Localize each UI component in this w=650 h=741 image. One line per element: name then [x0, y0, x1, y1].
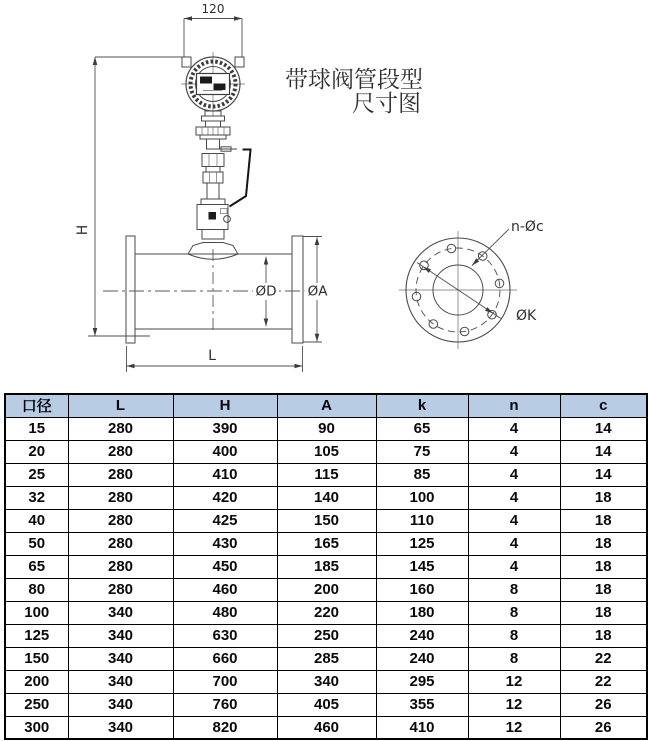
spec-table-body — [5, 417, 647, 739]
table-cell: 300 — [5, 716, 68, 739]
table-cell: 355 — [376, 693, 468, 716]
table-cell: 14 — [560, 463, 647, 486]
table-row — [5, 624, 647, 647]
table-row — [5, 509, 647, 532]
table-cell: 18 — [560, 624, 647, 647]
dim-120 — [184, 2, 242, 57]
spec-table-header-row — [5, 394, 647, 417]
table-cell: 8 — [468, 601, 560, 624]
table-cell: 450 — [173, 555, 277, 578]
table-cell: 4 — [468, 509, 560, 532]
table-cell: 410 — [173, 463, 277, 486]
table-cell: 820 — [173, 716, 277, 739]
table-cell: 26 — [560, 716, 647, 739]
table-cell: 280 — [68, 417, 173, 440]
table-cell: 110 — [376, 509, 468, 532]
table-cell: 4 — [468, 463, 560, 486]
bolt-holes-callout: n-Øc — [511, 219, 544, 235]
drawing-title — [285, 67, 423, 117]
table-row — [5, 601, 647, 624]
table-cell: 480 — [173, 601, 277, 624]
pipe-assembly — [103, 236, 322, 343]
table-cell: 280 — [68, 578, 173, 601]
hex-coupling-upper — [202, 154, 224, 167]
valve-handle — [230, 150, 252, 207]
table-cell: 105 — [277, 440, 376, 463]
table-cell: 140 — [277, 486, 376, 509]
dim-inner-dia-label: ØD — [255, 283, 277, 300]
table-cell: 26 — [560, 693, 647, 716]
sensor-neck-stack — [196, 111, 237, 199]
table-cell: 80 — [5, 578, 68, 601]
col-header-c: c — [560, 394, 647, 417]
transmitter-head — [181, 52, 245, 116]
table-row — [5, 555, 647, 578]
col-header-A: A — [277, 394, 376, 417]
col-header-L: L — [68, 394, 173, 417]
table-cell: 4 — [468, 440, 560, 463]
col-header-diameter: 口径 — [5, 394, 68, 417]
table-cell: 40 — [5, 509, 68, 532]
table-cell: 50 — [5, 532, 68, 555]
table-cell: 20 — [5, 440, 68, 463]
handle-pivot — [224, 216, 231, 223]
table-cell: 340 — [68, 716, 173, 739]
drawing-title-line1: 带球阀管段型 — [285, 67, 423, 93]
table-cell: 425 — [173, 509, 277, 532]
table-cell: 125 — [5, 624, 68, 647]
table-cell: 165 — [277, 532, 376, 555]
col-header-n: n — [468, 394, 560, 417]
table-cell: 85 — [376, 463, 468, 486]
table-cell: 12 — [468, 716, 560, 739]
table-cell: 90 — [277, 417, 376, 440]
dim-L — [127, 346, 303, 372]
table-cell: 185 — [277, 555, 376, 578]
dim-H-label: H — [75, 224, 91, 236]
right-flange — [292, 236, 303, 343]
table-cell: 32 — [5, 486, 68, 509]
table-row — [5, 578, 647, 601]
table-cell: 460 — [277, 716, 376, 739]
table-cell: 18 — [560, 532, 647, 555]
table-cell: 25 — [5, 463, 68, 486]
bolt-circle-dia-callout: ØK — [516, 308, 537, 324]
table-cell: 200 — [5, 670, 68, 693]
table-cell: 660 — [173, 647, 277, 670]
spec-table — [4, 393, 648, 740]
table-cell: 65 — [376, 417, 468, 440]
mount-lug-left — [182, 57, 191, 67]
table-cell: 18 — [560, 601, 647, 624]
table-cell: 100 — [5, 601, 68, 624]
table-cell: 630 — [173, 624, 277, 647]
left-flange — [126, 236, 135, 343]
table-cell: 180 — [376, 601, 468, 624]
table-cell: 280 — [68, 509, 173, 532]
table-row — [5, 647, 647, 670]
table-cell: 240 — [376, 624, 468, 647]
col-header-k: k — [376, 394, 468, 417]
table-cell: 420 — [173, 486, 277, 509]
table-cell: 240 — [376, 647, 468, 670]
table-cell: 4 — [468, 417, 560, 440]
table-cell: 430 — [173, 532, 277, 555]
table-cell: 460 — [173, 578, 277, 601]
spec-table-area — [0, 393, 650, 740]
table-row — [5, 440, 647, 463]
table-cell: 115 — [277, 463, 376, 486]
table-row — [5, 417, 647, 440]
table-cell: 390 — [173, 417, 277, 440]
table-cell: 280 — [68, 486, 173, 509]
table-cell: 18 — [560, 486, 647, 509]
table-cell: 65 — [5, 555, 68, 578]
table-cell: 4 — [468, 555, 560, 578]
table-cell: 280 — [68, 555, 173, 578]
dim-H — [75, 57, 186, 336]
table-cell: 150 — [5, 647, 68, 670]
table-cell: 100 — [376, 486, 468, 509]
table-cell: 8 — [468, 624, 560, 647]
table-cell: 220 — [277, 601, 376, 624]
table-cell: 22 — [560, 647, 647, 670]
table-cell: 18 — [560, 555, 647, 578]
table-cell: 250 — [5, 693, 68, 716]
table-cell: 160 — [376, 578, 468, 601]
table-cell: 145 — [376, 555, 468, 578]
table-cell: 4 — [468, 532, 560, 555]
table-cell: 280 — [68, 440, 173, 463]
table-cell: 22 — [560, 670, 647, 693]
table-cell: 14 — [560, 440, 647, 463]
table-cell: 200 — [277, 578, 376, 601]
table-cell: 340 — [68, 693, 173, 716]
table-cell: 280 — [68, 463, 173, 486]
table-cell: 340 — [68, 647, 173, 670]
flange-end-view — [399, 219, 544, 349]
table-row — [5, 693, 647, 716]
table-row — [5, 532, 647, 555]
table-cell: 340 — [68, 624, 173, 647]
table-cell: 150 — [277, 509, 376, 532]
col-header-H: H — [173, 394, 277, 417]
table-cell: 250 — [277, 624, 376, 647]
table-cell: 8 — [468, 578, 560, 601]
dim-inner-diameter — [253, 257, 279, 326]
table-cell: 12 — [468, 670, 560, 693]
table-row — [5, 463, 647, 486]
dim-flange-dia-label: ØA — [307, 283, 328, 300]
table-cell: 295 — [376, 670, 468, 693]
table-cell: 18 — [560, 578, 647, 601]
table-cell: 410 — [376, 716, 468, 739]
table-row — [5, 670, 647, 693]
table-cell: 18 — [560, 509, 647, 532]
table-cell: 400 — [173, 440, 277, 463]
table-cell: 4 — [468, 486, 560, 509]
hex-coupling-lower — [203, 172, 223, 183]
table-row — [5, 486, 647, 509]
dim-120-label: 120 — [201, 2, 225, 16]
table-cell: 285 — [277, 647, 376, 670]
table-cell: 700 — [173, 670, 277, 693]
table-cell: 340 — [68, 601, 173, 624]
table-cell: 125 — [376, 532, 468, 555]
table-row — [5, 716, 647, 739]
table-cell: 405 — [277, 693, 376, 716]
table-cell: 75 — [376, 440, 468, 463]
table-cell: 340 — [68, 670, 173, 693]
dim-flange-diameter — [303, 237, 331, 343]
table-cell: 12 — [468, 693, 560, 716]
table-cell: 280 — [68, 532, 173, 555]
table-cell: 15 — [5, 417, 68, 440]
drawing-title-line2: 尺寸图 — [352, 91, 421, 117]
table-cell: 760 — [173, 693, 277, 716]
table-cell: 340 — [277, 670, 376, 693]
table-cell: 14 — [560, 417, 647, 440]
table-cell: 8 — [468, 647, 560, 670]
dim-L-label: L — [208, 348, 216, 364]
mount-lug-right — [235, 57, 244, 67]
